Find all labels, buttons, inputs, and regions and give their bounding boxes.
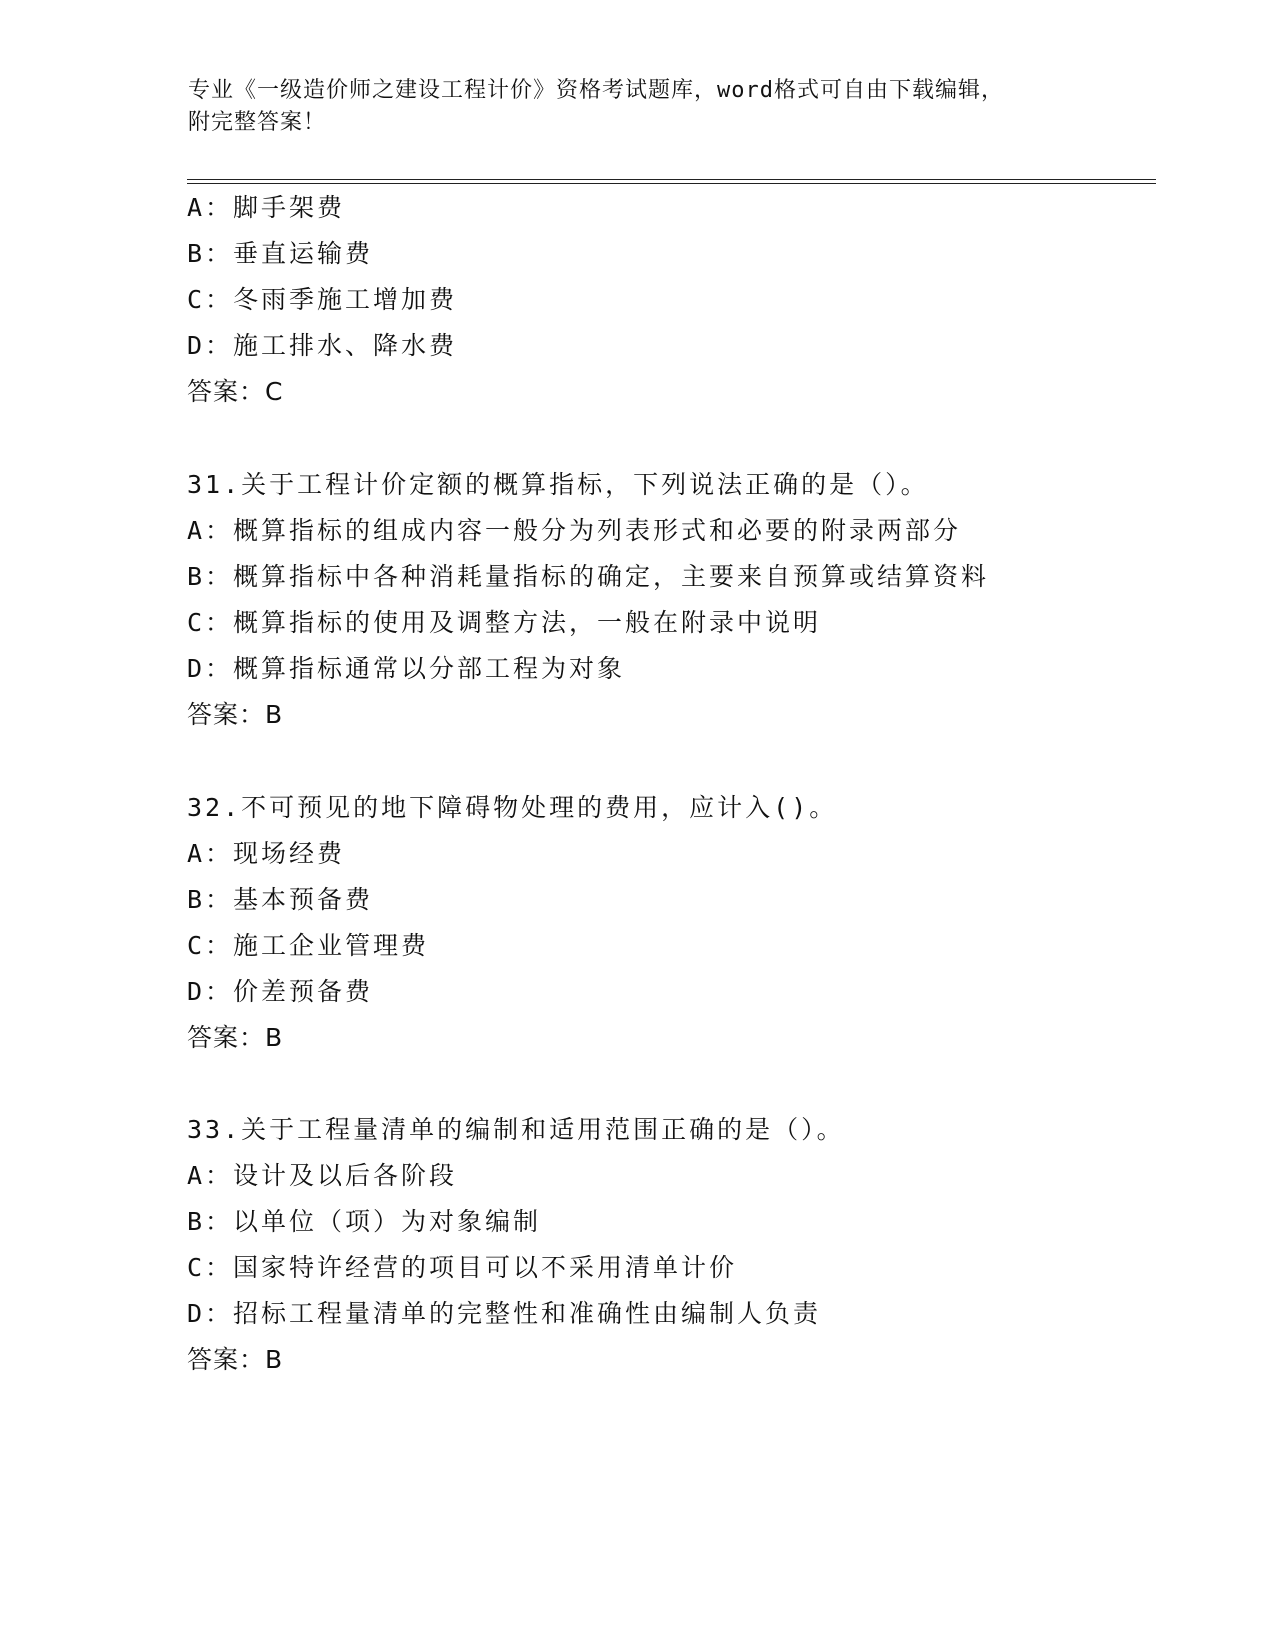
- option-c: C：施工企业管理费: [187, 931, 430, 960]
- answer-line: 答案：B: [187, 1023, 284, 1052]
- question-stem: 31.关于工程计价定额的概算指标，下列说法正确的是（）。: [187, 470, 929, 499]
- question-31: [187, 462, 989, 738]
- option-b: B：垂直运输费: [187, 239, 374, 268]
- question-stem: 32.不可预见的地下障碍物处理的费用，应计入()。: [187, 793, 838, 822]
- question-33: [187, 1107, 845, 1383]
- option-a: A：现场经费: [187, 839, 346, 868]
- option-b: B：以单位（项）为对象编制: [187, 1207, 542, 1236]
- option-b: B：概算指标中各种消耗量指标的确定，主要来自预算或结算资料: [187, 562, 990, 591]
- option-d: D：招标工程量清单的完整性和准确性由编制人负责: [187, 1299, 822, 1328]
- document-header-line-2: 附完整答案！: [188, 110, 327, 135]
- answer-line: 答案：B: [187, 700, 284, 729]
- question-stem: 33.关于工程量清单的编制和适用范围正确的是（）。: [187, 1115, 845, 1144]
- option-b: B：基本预备费: [187, 885, 374, 914]
- answer-line: 答案：B: [187, 1345, 284, 1374]
- option-d: D：概算指标通常以分部工程为对象: [187, 654, 626, 683]
- document-header-line-1: 专业《一级造价师之建设工程计价》资格考试题库，word格式可自由下载编辑，: [188, 78, 1004, 103]
- option-d: D：施工排水、降水费: [187, 331, 458, 360]
- option-a: A：设计及以后各阶段: [187, 1161, 458, 1190]
- option-c: C：概算指标的使用及调整方法，一般在附录中说明: [187, 608, 822, 637]
- header-divider-bottom: [187, 183, 1156, 184]
- answer-line: 答案：C: [187, 377, 284, 406]
- option-c: C：国家特许经营的项目可以不采用清单计价: [187, 1253, 738, 1282]
- option-d: D：价差预备费: [187, 977, 374, 1006]
- option-a: A：概算指标的组成内容一般分为列表形式和必要的附录两部分: [187, 516, 962, 545]
- question-32: [187, 785, 837, 1061]
- header-divider-top: [187, 179, 1156, 180]
- partial-question: [187, 185, 457, 415]
- option-c: C：冬雨季施工增加费: [187, 285, 458, 314]
- option-a: A：脚手架费: [187, 193, 346, 222]
